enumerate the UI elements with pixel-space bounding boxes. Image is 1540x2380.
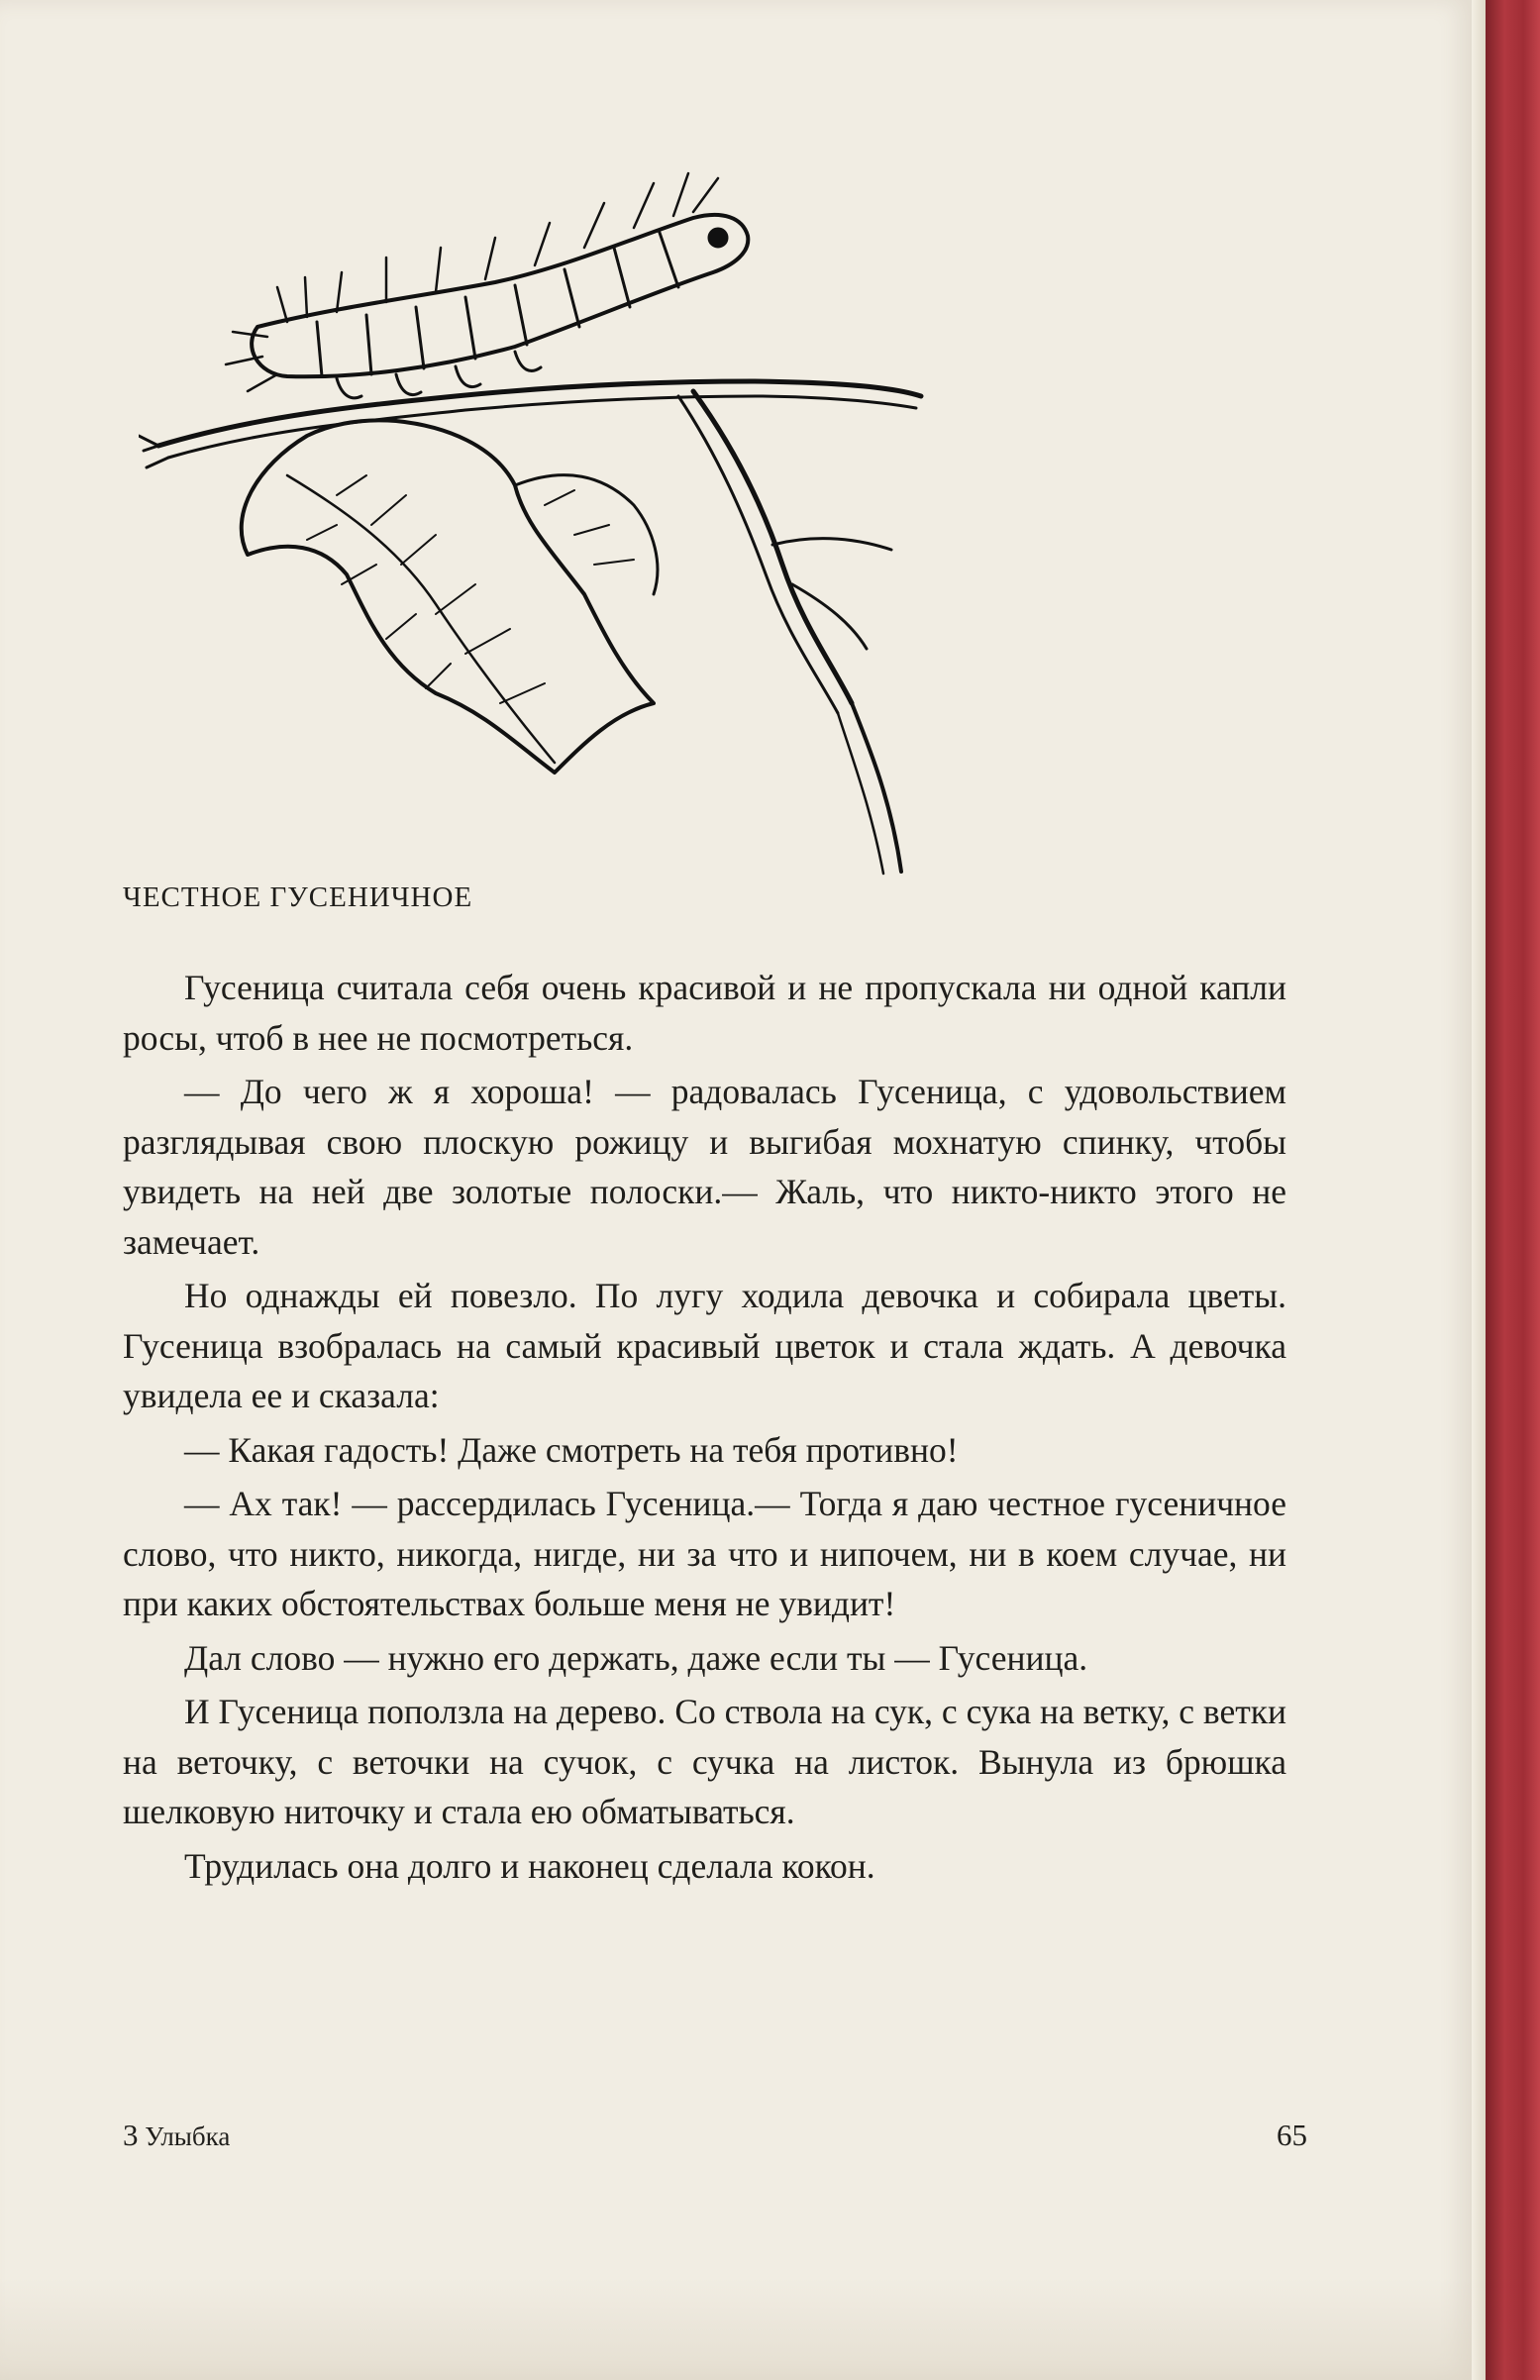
page-footer xyxy=(123,2118,1307,2161)
book-cover-edge xyxy=(1486,0,1540,2380)
paragraph: И Гусеница поползла на дерево. Со ствола на сук, с сука на ветку, с ветки на веточку, с веточки на сучок, с сучка на листок. Вынула из брюшка шелковую ниточку и стала ею обматываться. xyxy=(123,1692,1286,1831)
paragraph: Трудилась она долго и наконец сделала кокон. xyxy=(184,1845,875,1886)
paragraph: Гусеница считала себя очень красивой и не пропускала ни одной капли росы, чтоб в нее не посмотреться. xyxy=(123,968,1286,1058)
paragraph: Но однажды ей повезло. По лугу ходила девочка и собирала цветы. Гусеница взобралась на самый красивый цветок и стала ждать. А девочка увидела ее и сказала: xyxy=(123,1276,1286,1415)
story-text xyxy=(123,963,1286,1895)
caterpillar-on-branch-icon xyxy=(139,149,931,881)
printer-signature xyxy=(123,2118,230,2153)
paragraph: — Какая гадость! Даже смотреть на тебя противно! xyxy=(184,1429,959,1470)
paragraph: Дал слово — нужно его держать, даже если ты — Гусеница. xyxy=(184,1637,1088,1678)
page-shadow xyxy=(0,2278,1474,2380)
paragraph: — До чего ж я хороша! — радовалась Гусеница, с удовольствием разглядывая свою плоскую рожицу и выгибая мохнатую спинку, чтобы увидеть на ней две золотые полоски.— Жаль, что никто-никто этого не замечает. xyxy=(123,1072,1286,1262)
paragraph: — Ах так! — рассердилась Гусеница.— Тогда я даю честное гусеничное слово, что никто, никогда, нигде, ни за что и нипочем, ни в коем случае, ни при каких обстоятельствах больше меня не увидит! xyxy=(123,1484,1286,1623)
page-number: 65 xyxy=(1277,2118,1307,2152)
signature-title: Улыбка xyxy=(145,2121,231,2151)
signature-number: 3 xyxy=(123,2118,139,2152)
story-title: ЧЕСТНОЕ ГУСЕНИЧНОЕ xyxy=(123,881,473,913)
